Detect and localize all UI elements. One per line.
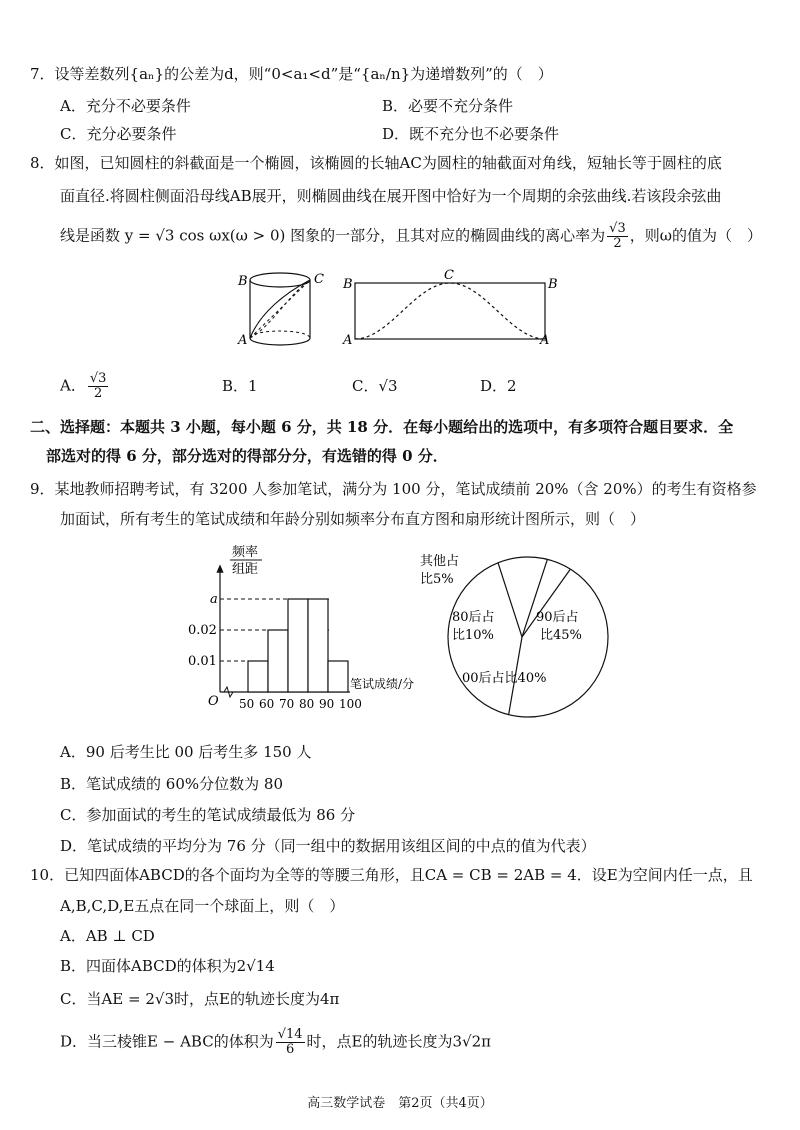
q8-stem-line3-b: ，则ω的值为（ ） (629, 226, 762, 245)
section2-line2: 部选对的得 6 分，部分选对的得部分分，有选错的得 0 分． (46, 447, 448, 465)
pie-label-90-line2: 比45% (540, 628, 582, 643)
q10-option-c: C．当AE = 2√3时，点E的轨迹长度为4π (60, 990, 340, 1008)
q10-stem-line1: 10．已知四面体ABCD的各个面均为全等的等腰三角形，且CA = CB = 2AB = 4．设E为空间内任一点，且 (30, 866, 753, 884)
pie-chart (420, 545, 620, 730)
q10-stem-line2: A,B,C,D,E五点在同一个球面上，则（ ） (60, 897, 345, 915)
histogram-xlabel: 笔试成绩/分 (350, 677, 415, 691)
q7-stem: 7．设等差数列{aₙ}的公差为d，则“0<a₁<d”是“{aₙ/n}为递增数列”的（ ） (30, 65, 553, 83)
histogram-ylabel-top: 频率 (232, 545, 259, 560)
histogram-xtick-label: 60 (259, 697, 275, 711)
q10-option-d-fraction: $\frac{√14}{6}$ (277, 1027, 303, 1057)
q8-option-d: D．2 (480, 377, 517, 395)
q8-option-a: A． $\frac{√3}{2}$ (60, 371, 107, 401)
pie-label-other-line1: 其他占 (420, 554, 460, 569)
pie-label-80-line2: 比10% (452, 628, 494, 643)
unrolled-rectangle (355, 283, 545, 339)
histogram-xtick-label: 70 (279, 697, 295, 711)
cylinder-figure (230, 268, 330, 353)
q9-option-a: A．90 后考生比 00 后考生多 150 人 (60, 743, 312, 761)
unrolled-label-a-left: A (343, 333, 353, 348)
q8-stem-line3-a: 线是函数 y = √3 cos ωx(ω > 0) 图象的一部分，且其对应的椭圆曲线的离心率为 (60, 226, 606, 245)
histogram-xtick-label: 50 (239, 697, 255, 711)
pie-label-other-line2: 比5% (420, 572, 454, 587)
pie-label-80-line1: 80后占 (452, 610, 495, 625)
q8-stem-line1: 8．如图，已知圆柱的斜截面是一个椭圆，该椭圆的长轴AC为圆柱的轴截面对角线，短轴长等于圆柱的底 (30, 154, 722, 172)
q7-option-d: D．既不充分也不必要条件 (382, 125, 560, 143)
pie-label-00: 00后占比40% (462, 671, 547, 686)
q8-eccentricity-fraction: $\frac{√3}{2}$ (609, 221, 626, 251)
histogram-bar-90-100 (328, 661, 348, 692)
q8-option-b: B．1 (222, 377, 258, 395)
q10-option-d: D．当三棱锥E − ABC的体积为 $\frac{√14}{6}$ 时，点E的轨迹长度为3√2π (60, 1027, 491, 1057)
cyl-label-b: B (238, 274, 248, 289)
q9-stem-line1: 9．某地教师招聘考试，有 3200 人参加笔试，满分为 100 分，笔试成绩前 20%（含 20%）的考生有资格参 (30, 480, 757, 498)
histogram-ytick-label: 0.02 (188, 623, 217, 638)
q8-stem-line3 (60, 222, 762, 251)
q9-option-d: D．笔试成绩的平均分为 76 分（同一组中的数据用该组区间的中点的值为代表） (60, 837, 596, 855)
histogram-origin: O (208, 694, 219, 709)
unrolled-label-c: C (444, 268, 454, 283)
q9-option-b: B．笔试成绩的 60%分位数为 80 (60, 775, 283, 793)
q7-option-a: A．充分不必要条件 (60, 97, 191, 115)
cylinder-bottom-back (250, 331, 310, 338)
cosine-curve (355, 283, 545, 339)
cylinder-bottom-front (250, 338, 310, 345)
q8-stem-line2: 面直径.将圆柱侧面沿母线AB展开，则椭圆曲线在展开图中恰好为一个周期的余弦曲线.若该段余弦曲 (60, 187, 722, 205)
histogram-xtick-label: 90 (319, 697, 335, 711)
q9-stem-line2: 加面试，所有考生的笔试成绩和年龄分别如频率分布直方图和扇形统计图所示，则（ ） (60, 510, 646, 528)
page-footer: 高三数学试卷 第2页（共4页） (307, 1096, 493, 1111)
unrolled-label-b-left: B (343, 277, 353, 292)
histogram-xtick-label: 80 (299, 697, 315, 711)
histogram-ylabel-bottom: 组距 (232, 562, 259, 577)
q7-option-c: C．充分必要条件 (60, 125, 177, 143)
unrolled-label-a-right: A (540, 333, 550, 348)
histogram-bar-50-60 (248, 661, 268, 692)
q7-option-b: B．必要不充分条件 (382, 97, 514, 115)
q8-option-c: C．√3 (352, 377, 398, 395)
unrolled-figure (340, 268, 565, 353)
q10-option-a: A．AB ⊥ CD (60, 927, 155, 945)
histogram-xtick-label: 100 (339, 697, 362, 711)
section2-line1: 二、选择题：本题共 3 小题，每小题 6 分，共 18 分．在每小题给出的选项中，有多项符合题目要求．全 (30, 418, 734, 436)
pie-label-90-line1: 90后占 (536, 610, 579, 625)
q8-option-a-fraction: $\frac{√3}{2}$ (89, 371, 107, 401)
histogram (180, 540, 435, 720)
q10-option-b: B．四面体ABCD的体积为2√14 (60, 957, 275, 975)
histogram-bar-70-80 (288, 599, 308, 692)
q9-option-c: C．参加面试的考生的笔试成绩最低为 86 分 (60, 806, 356, 824)
histogram-bar-80-90 (308, 599, 328, 692)
diagonal-ac (250, 280, 310, 338)
histogram-ytick-label: 0.01 (188, 654, 217, 669)
unrolled-label-b-right: B (548, 277, 558, 292)
cyl-label-a: A (238, 333, 248, 348)
histogram-bar-60-70 (268, 630, 288, 692)
histogram-ytick-label: a (210, 592, 218, 607)
cyl-label-c: C (314, 272, 324, 287)
